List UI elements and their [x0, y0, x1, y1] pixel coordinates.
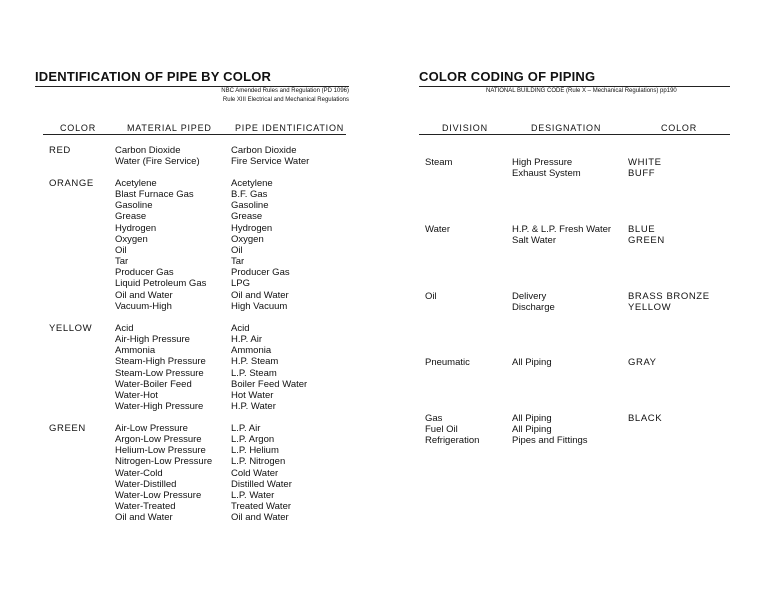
right-division-water: Water — [425, 224, 450, 235]
left-materials-yellow: Acid Air-High Pressure Ammonia Steam-High Pressure Steam-Low Pressure Water-Boiler Feed Water-Hot Water-High Pressure — [115, 323, 206, 413]
left-identifications-orange: Acetylene B.F. Gas Gasoline Grease Hydrogen Oxygen Oil Tar Producer Gas LPG Oil and Water High Vacuum — [231, 178, 290, 312]
right-division-oil: Oil — [425, 291, 437, 302]
right-color-water: BLUE GREEN — [628, 224, 665, 247]
right-designation-oil: Delivery Discharge — [512, 291, 555, 314]
right-header-color: COLOR — [661, 123, 698, 133]
left-color-yellow: YELLOW — [49, 323, 93, 334]
right-color-pneumatic: GRAY — [628, 357, 657, 368]
left-subtitle-2: Rule XIII Electrical and Mechanical Regulations — [222, 97, 349, 103]
right-color-steam: WHITE BUFF — [628, 157, 662, 180]
left-color-red: RED — [49, 145, 71, 156]
right-designation-water: H.P. & L.P. Fresh Water Salt Water — [512, 224, 612, 247]
left-identifications-green: L.P. Air L.P. Argon L.P. Helium L.P. Nitrogen Cold Water Distilled Water L.P. Water Treated Water Oil and Water — [231, 423, 292, 524]
right-title: COLOR CODING OF PIPING — [419, 69, 596, 84]
left-title: IDENTIFICATION OF PIPE BY COLOR — [35, 69, 272, 84]
right-designation-steam: High Pressure Exhaust System — [512, 157, 581, 180]
left-header-material: MATERIAL PIPED — [127, 123, 212, 133]
right-color-oil: BRASS BRONZE YELLOW — [628, 291, 710, 314]
right-color-gas: BLACK — [628, 413, 663, 424]
right-header-division: DIVISION — [442, 123, 488, 133]
left-materials-green: Air-Low Pressure Argon-Low Pressure Helium-Low Pressure Nitrogen-Low Pressure Water-Cold Water-Distilled Water-Low Pressure Water-Treated Oil and Water — [115, 423, 213, 524]
right-designation-pneumatic: All Piping — [512, 357, 552, 368]
left-header-rule — [43, 134, 346, 135]
right-division-pneumatic: Pneumatic — [425, 357, 470, 368]
left-identifications-yellow: Acid H.P. Air Ammonia H.P. Steam L.P. Steam Boiler Feed Water Hot Water H.P. Water — [231, 323, 308, 413]
left-color-orange: ORANGE — [49, 178, 94, 189]
right-header-designation: DESIGNATION — [531, 123, 602, 133]
left-header-identification: PIPE IDENTIFICATION — [235, 123, 345, 133]
right-subtitle: NATIONAL BUILDING CODE (Rule X – Mechanical Regulations) pp190 — [486, 88, 677, 94]
right-designation-gas: All Piping All Piping Pipes and Fittings — [512, 413, 588, 447]
left-subtitle-1: NBC Amended Rules and Regulation (PD 1096) — [221, 88, 349, 94]
left-materials-orange: Acetylene Blast Furnace Gas Gasoline Grease Hydrogen Oxygen Oil Tar Producer Gas Liquid Petroleum Gas Oil and Water Vacuum-High — [115, 178, 207, 312]
right-division-steam: Steam — [425, 157, 453, 168]
left-color-green: GREEN — [49, 423, 86, 434]
left-materials-red: Carbon Dioxide Water (Fire Service) — [115, 145, 200, 168]
right-division-gas: Gas Fuel Oil Refrigeration — [425, 413, 480, 447]
left-header-color: COLOR — [60, 123, 97, 133]
right-header-rule — [419, 134, 730, 135]
left-identifications-red: Carbon Dioxide Fire Service Water — [231, 145, 310, 168]
